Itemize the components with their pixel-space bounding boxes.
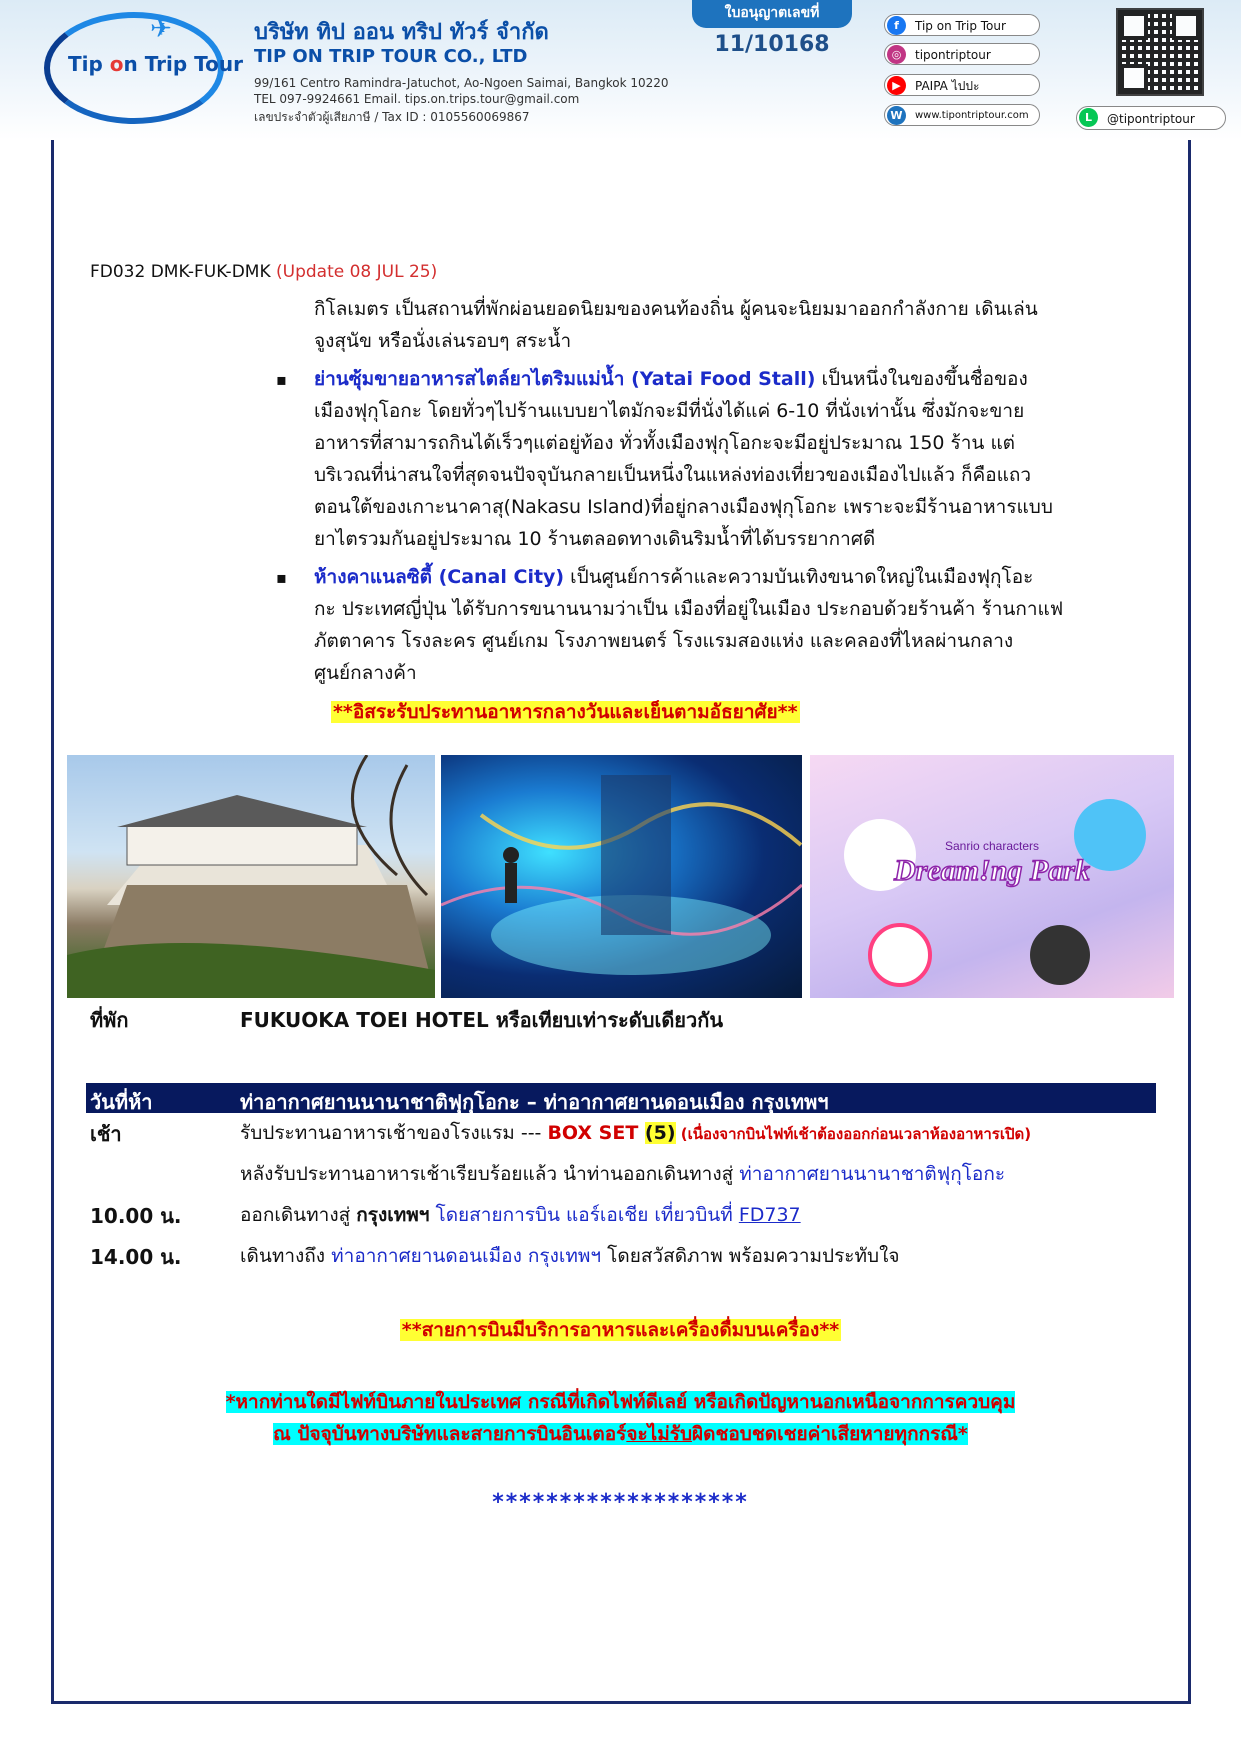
company-name-thai: บริษัท ทิป ออน ทริป ทัวร์ จำกัด: [254, 20, 549, 45]
domestic-flight-warning: *หากท่านใดมีไฟท์บินภายในประเทศ กรณีที่เกิดไฟท์ดีเลย์ หรือเกิดปัญหานอกเหนือจากการควบคุม ณ ปัจจุบันทางบริษัทและสายการบินอินเตอร์จะไม่รับผิดชอบชดเชยค่าเสียหายทุกกรณี*: [225, 1391, 1016, 1445]
intro-paragraph: กิโลเมตร เป็นสถานที่พักผ่อนยอดนิยมของคนท้องถิ่น ผู้คนจะนิยมมาออกกำลังกาย เดินเล่น จูงสุนัข หรือนั่งเล่นรอบๆ สระน้ำ: [314, 298, 1038, 352]
logo-text: Tip on Trip Tour: [68, 52, 244, 76]
day-five-header: [86, 1083, 1156, 1113]
youtube-icon: ▶: [887, 76, 906, 95]
morning-label: เช้า: [90, 1122, 122, 1146]
letterhead: [0, 0, 1241, 140]
update-date: (Update 08 JUL 25): [276, 262, 438, 282]
photo-sanrio-dreaming-park: [810, 755, 1174, 998]
departure-row: หลังรับประทานอาหารเช้าเรียบร้อยแล้ว นำท่านออกเดินทางสู่ ท่าอากาศยานนานาชาติฟุกุโอกะ: [240, 1163, 1006, 1185]
hotel-name: FUKUOKA TOEI HOTEL หรือเทียบเท่าระดับเดียวกัน: [240, 1008, 724, 1032]
airplane-icon: ✈: [150, 14, 172, 44]
photo-fukuoka-castle: [67, 755, 435, 998]
yatai-title: ย่านซุ้มขายอาหารสไตล์ยาไตริมแม่น้ำ (Yatai Food Stall): [314, 368, 816, 390]
company-name-english: TIP ON TRIP TOUR CO., LTD: [254, 46, 528, 67]
yatai-paragraph: ย่านซุ้มขายอาหารสไตล์ยาไตริมแม่น้ำ (Yatai Food Stall) เป็นหนึ่งในของขึ้นชื่อของ เมืองฟุกุโอกะ โดยทั่วๆไปร้านแบบยาไตมักจะมีที่นั่งได้แค่ 6-10 ที่นั่งเท่านั้น ซึ่งมักจะขาย อาหารที่สามารถกินได้เร็วๆแต่อยู่ท้อง ทั่วทั้งเมืองฟุกุโอกะจะมีอยู่ประมาณ 150 ร้าน แต่ บริเวณที่น่าสนใจที่สุดจนปัจจุบันกลายเป็นหนึ่งในแหล่งท่องเที่ยวของเมืองไปแล้ว ก็คือแถว ตอนใต้ของเกาะนาคาสุ(Nakasu Island)ที่อยู่กลางเมืองฟุกุโอกะ เพราะจะมีร้านอาหารแบบ ยาไตรวมกันอยู่ประมาณ 10 ร้านตลอดทางเดินริมน้ำที่ได้บรรยากาศดี: [314, 368, 1053, 550]
facebook-icon: f: [887, 16, 906, 35]
qr-code[interactable]: [1116, 8, 1204, 96]
breakfast-row: รับประทานอาหารเช้าของโรงแรม --- BOX SET (5) (เนื่องจากบินไฟท์เช้าต้องออกก่อนเวลาห้องอาหารเปิด): [240, 1122, 1032, 1144]
line-icon: L: [1079, 108, 1098, 127]
social-label: PAIPA ไปปะ: [915, 79, 980, 93]
day-title: ท่าอากาศยานนานาชาติฟุกุโอกะ – ท่าอากาศยานดอนเมือง กรุงเทพฯ: [240, 1090, 829, 1114]
web-icon: W: [887, 106, 906, 125]
license-label: ใบอนุญาตเลขที่: [692, 0, 852, 28]
day-label: วันที่ห้า: [90, 1090, 153, 1114]
social-website[interactable]: [884, 104, 1040, 126]
company-tax-id: เลขประจำตัวผู้เสียภาษี / Tax ID : 0105560069867: [254, 110, 530, 124]
canal-city-paragraph: ห้างคาแนลซิตี้ (Canal City) เป็นศูนย์การค้าและความบันเทิงขนาดใหญ่ในเมืองฟุกุโอะ กะ ประเทศญี่ปุ่น ได้รับการขนานนามว่าเป็น เมืองที่อยู่ในเมือง ประกอบด้วยร้านค้า ร้านกาแฟ ภัตตาคาร โรงละคร ศูนย์เกม โรงภาพยนตร์ โรงแรมสองแห่ง และคลองที่ไหลผ่านกลาง ศูนย์กลางค้า: [314, 566, 1064, 684]
social-label: @tipontriptour: [1107, 112, 1195, 126]
social-label: www.tipontriptour.com: [915, 110, 1029, 121]
flight-number: FD737: [738, 1204, 801, 1226]
hotel-label: ที่พัก: [90, 1008, 129, 1032]
flight-row: ออกเดินทางสู่ กรุงเทพฯ โดยสายการบิน แอร์เอเชีย เที่ยวบินที่ FD737: [240, 1204, 801, 1226]
instagram-icon: ◎: [887, 45, 906, 64]
social-facebook[interactable]: [884, 14, 1040, 36]
castle-illustration: [67, 755, 435, 998]
bullet-icon: ▪: [276, 370, 287, 389]
time-1400: 14.00 น.: [90, 1245, 182, 1269]
social-youtube[interactable]: [884, 74, 1040, 96]
section-divider-stars: *******************: [492, 1490, 749, 1515]
sanrio-caption-b: Dream!ng Park: [894, 854, 1090, 887]
social-instagram[interactable]: [884, 43, 1040, 65]
sanrio-caption-a: Sanrio characters: [944, 839, 1040, 853]
social-label: Tip on Trip Tour: [915, 19, 1006, 33]
digital-art-illustration: [441, 755, 802, 998]
company-address: 99/161 Centro Ramindra-Jatuchot, Ao-Ngoen Saimai, Bangkok 10220: [254, 76, 669, 90]
canal-city-title: ห้างคาแนลซิตี้ (Canal City): [314, 566, 565, 588]
sanrio-illustration: [810, 755, 1174, 998]
company-contact: TEL 097-9924661 Email. tips.on.trips.tour@gmail.com: [254, 92, 580, 106]
social-label: tipontriptour: [915, 48, 991, 62]
program-code: FD032 DMK-FUK-DMK (Update 08 JUL 25): [90, 262, 438, 282]
license-number: 11/10168: [714, 32, 830, 57]
social-line[interactable]: [1076, 106, 1226, 130]
time-1000: 10.00 น.: [90, 1204, 182, 1228]
bullet-icon: ▪: [276, 568, 287, 587]
arrival-row: เดินทางถึง ท่าอากาศยานดอนเมือง กรุงเทพฯ โดยสวัสดิภาพ พร้อมความประทับใจ: [240, 1245, 900, 1267]
inflight-meal-notice: **สายการบินมีบริการอาหารและเครื่องดื่มบนเครื่อง**: [401, 1319, 840, 1341]
free-meal-notice: **อิสระรับประทานอาหารกลางวันและเย็นตามอัธยาศัย**: [333, 701, 798, 723]
photo-teamlab-digital-art: [441, 755, 802, 998]
